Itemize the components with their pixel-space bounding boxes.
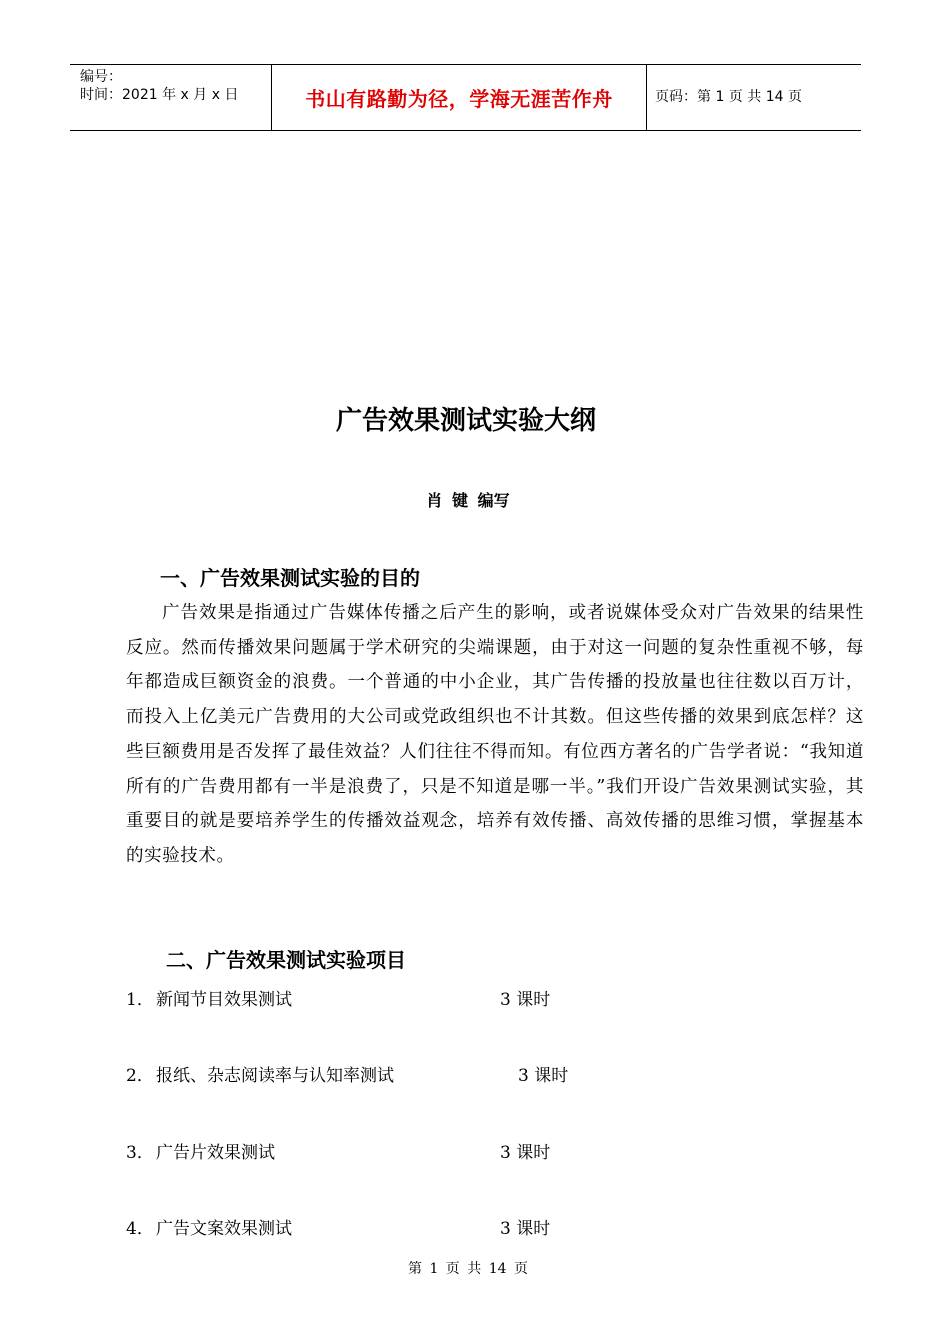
- document-author: 肖 键 编写: [426, 491, 510, 510]
- document-number-label: 编号：: [80, 69, 122, 85]
- list-item: [126, 985, 726, 1009]
- list-item-name: 广告片效果测试: [156, 1143, 275, 1163]
- list-item-number: 1．: [126, 990, 154, 1010]
- header-left-cell: [70, 65, 272, 130]
- section-2-heading: 二、广告效果测试实验项目: [166, 948, 406, 972]
- page-footer: 第 1 页 共 14 页: [408, 1261, 528, 1277]
- list-item-number: 2．: [126, 1066, 154, 1086]
- list-item-hours: 3 课时: [500, 1143, 551, 1163]
- header-motto: 书山有路勤为径，学海无涯苦作舟: [305, 87, 613, 111]
- header-page-cell: [647, 65, 861, 130]
- header-page-label: 页码：第 1 页 共 14 页: [655, 89, 802, 105]
- document-title: 广告效果测试实验大纲: [335, 406, 596, 436]
- header-motto-cell: [272, 65, 647, 130]
- list-item: [126, 1138, 726, 1162]
- list-item-hours: 3 课时: [500, 1219, 551, 1239]
- header-table: [70, 64, 861, 131]
- list-item-name: 报纸、杂志阅读率与认知率测试: [156, 1066, 394, 1086]
- document-time-label: 时间：2021 年 x 月 x 日: [80, 87, 239, 103]
- list-item-number: 4．: [126, 1219, 154, 1239]
- section-1-paragraph: 广告效果是指通过广告媒体传播之后产生的影响，或者说媒体受众对广告效果的结果性反应。然而传播效果问题属于学术研究的尖端课题，由于对这一问题的复杂性重视不够，每年都造成巨额资金的浪费。一个普通的中小企业，其广告传播的投放量也往往数以百万计，而投入上亿美元广告费用的大公司或党政组织也不计其数。但这些传播的效果到底怎样？这些巨额费用是否发挥了最佳效益？人们往往不得而知。有位西方著名的广告学者说：“我知道所有的广告费用都有一半是浪费了，只是不知道是哪一半。”我们开设广告效果测试实验，其重要目的就是要培养学生的传播效益观念，培养有效传播、高效传播的思维习惯，掌握基本的实验技术。: [126, 603, 864, 866]
- list-item-name: 广告文案效果测试: [156, 1219, 292, 1239]
- list-item-hours: 3 课时: [518, 1066, 569, 1086]
- list-item: [126, 1061, 726, 1085]
- list-item-hours: 3 课时: [500, 990, 551, 1010]
- list-item-number: 3．: [126, 1143, 154, 1163]
- list-item-name: 新闻节目效果测试: [156, 990, 292, 1010]
- section-1-heading: 一、广告效果测试实验的目的: [160, 566, 420, 590]
- list-item: [126, 1214, 726, 1238]
